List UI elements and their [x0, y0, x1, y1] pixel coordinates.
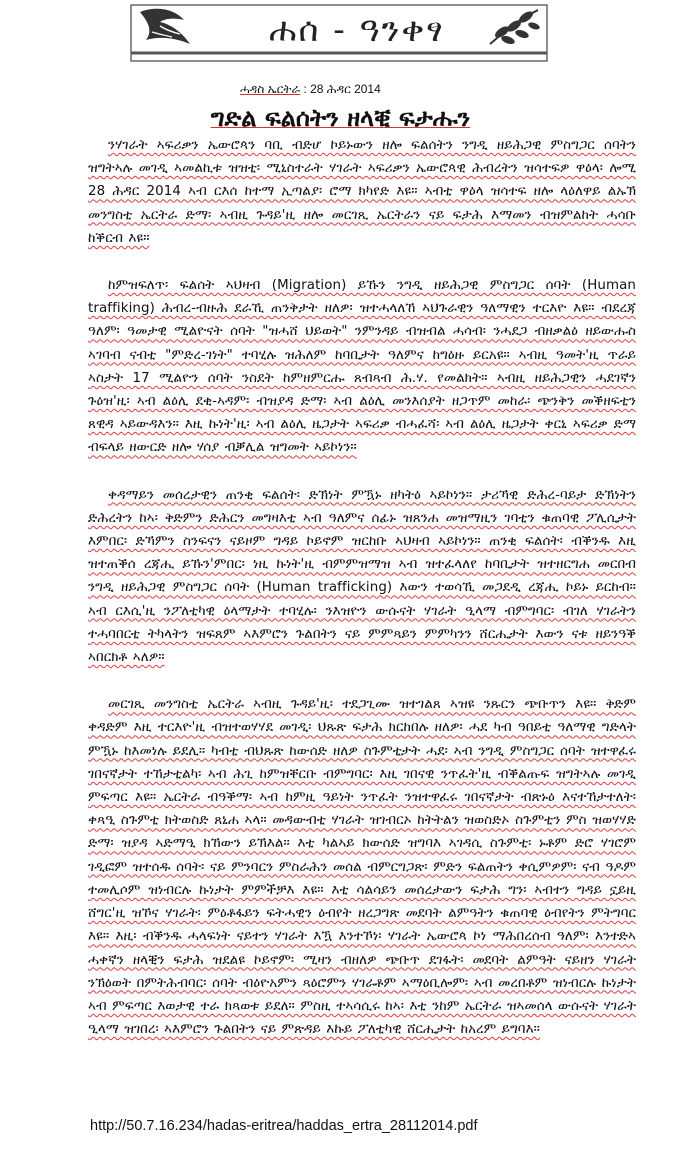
masthead-section-title: ሐሰ - ዓንቀፃ	[269, 10, 445, 50]
article-body	[88, 134, 636, 1041]
article-paragraph: ንሃገራት ኣፍሪቃን ኤውሮጳን ባቢ ብድሆ ኮይኑውን ዘሎ ፍልሰትን ንግዲ ዘይሕጋዊ ምስግጋር ሰባትን ዝግትኣሉ መገዲ ኣመልኪቱ ዝዝቲ፡ ሚኒስተራት ሃገራት ኣፍሪቃን ኤውሮጳዊ ሕብረትን ዝሳተፍዎ ዋዕላ፡ ሎሚ 28 ሕዳር 2014 ኣብ ርእሰ ከተማ ኢጣልያ፡ ሮማ ክካየድ እዩ። ኣብቲ ዋዕላ ዝሳተፍ ዘሎ ላዕለዋይ ልኡኽ መንግስቲ ኤርትራ ድማ፡ ኣብዚ ጉዳይ'ዚ ዘሎ መርገጺ ኤርትራን ናይ ፍታሕ እማመን ብዝምልከት ሓሳቡ ከቕርብ እዩ።	[88, 138, 636, 246]
article-paragraph: ከምዝፍለጥ፡ ፍልሰት ኣህዛብ (Migration) ይኹን ንግዲ ዘይሕጋዊ ምስግጋር ሰባት (Human traffiking) ሕብረ-ብዙሕ ደራኺ ጠንቅታት ዘለዎ፡ ዝተሓላለኸ ኣህጉራዊን ዓለማዊን ተርእዮ እዩ። ብደረጃ ዓለም፡ ዓመታዊ ሚልዮናት ሰባት "ዝሓሸ ህይወት" ንምንዳይ ብዝብል ሓሳብ፡ ንሓደጋ ብዘቃልዕ ዘይውሑስ ኣገባብ ናብቲ "ምድረ-ገነት" ተባሂሉ ዝሕለም ከባቢታት ዓለምና ከግዕዙ ይርአዩ። ኣብዚ ዓመት'ዚ ጥራይ ኣስታት 17 ሚልዮን ሰባት ንስደት ከምዘምርሑ ጸብጻብ ሕ.ሃ. የመልክት። ኣብዚ ዘይሕጋዊን ሓደገኛን ጉዕዝ'ዚ፡ ኣብ ልዕሊ ደቂ-ኣዳም፡ ብዝያዳ ድማ፡ ኣብ ልዕሊ መንእሰያት ዘጋጥም መከራ፡ ጭንቅን መቕዘፍቲን ጸዊዳ ኣይውዳእን። እዚ ኩነት'ዚ፡ ኣብ ልዕሊ ዜጋታት ኣፍሪቃ ብሓፈሻ፡ ኣብ ልዕሊ ዜጋታት ቀርኒ ኣፍሪቃ ድማ ብፍላይ ዘውርድ ዘሎ ሃሰያ ብቓሊል ዝግመት ኣይኮነን።	[88, 278, 636, 456]
article-paragraph: ቀዳማይን መሰረታዊን ጠንቂ ፍልሰት፡ ድኽነት ምዃኑ ዘካትዕ ኣይኮነን። ታሪኻዊ ድሕረ-ባይታ ድኽነትን ድሕረትን ከኣ፡ ቅድምን ድሕርን መግዛእቲ ኣብ ዓለምና ሰፊኑ ዝጸንሐ መዝማዚን ገባቲን ቁጠባዊ ፖሊሲታት እምበር፡ ድኻምን ስንፍናን ናይዞም ግዳይ ኮይኖም ዝርከቡ ኣህዛብ ኣይኮነን። ጠንቂ ፍልሰት፡ ብቕንዱ እዚ ዝተጠቕሰ ረጃሒ ይኹን'ምበር፡ ነዚ ኩነት'ዚ ብምምዝማዝ ኣብ ዝተፈላለየ ከባቢታት ዝተዘርግሐ መርበብ ንግዲ ዘይሕጋዊ ምስግጋር ሰባት (Human trafficking) እውን ተወሳኺ መጋደዲ ረጃሒ ኮይኑ ይርከብ። ኣብ ርእሲ'ዚ ንፖለቲካዊ ዕላማታት ተባሂሉ፡ ንእዝዮን ውሱናት ሃገራት ዒላማ ብምግባር፡ ብገለ ሃገራትን ተሓባበርቲ ትካላትን ዝፍጸም ኣእምሮን ጉልበትን ናይ ምምጻይን ምምካንን ሸርሒታት እውን ናቱ ዘይንዓቕ ኣበርክቶ ኣለዎ።	[88, 487, 636, 666]
article-paragraph: መርገጺ መንግስቲ ኤርትራ ኣብዚ ጉዳይ'ዚ፡ ተደጋጊሙ ዝተገልጸ ኣዝዩ ንጹርን ጭቡጥን እዩ። ቅድም ቀዳድም እዚ ተርእዮ'ዚ ብዝተወሃሃደ መገዲ፡ ህጹጽ ፍታሕ ክርከበሉ ዘለዎ፡ ሓደ ካብ ዓበይቲ ዓለማዊ ግድላት ምዃኑ ከእመነሉ ይደሊ። ካብቲ ብህጹጽ ከውሰድ ዘለዎ ስጉምቲታት ሓደ፡ ኣብ ንግዲ ምስግጋር ሰባት ዝተዋፈሩ ገበናኛታት ተኸታቲልካ፡ ኣብ ሕጊ ከምዝቐርቡ ብምግባር፡ እዚ ገበናዊ ንጥፈት'ዚ ብቕልጡፍ ዝግትኣሉ መገዲ ምፍጣር እዩ። ኤርትራ ብዓቕማ፡ ኣብ ከምዚ ዓይነት ንጥፈት ንዝተዋፈሩ ገበናኛታት ብጽኑዕ እናተኸታተለት፡ ቀጻዒ ስጉምቲ ክትወስድ ጸኒሐ ኣላ። መዳውብቲ ሃገራት ዝገብርኦ ከትትልን ዝወስድኦ ስጉምቲን ምስ ዝወሃሃድ ድማ፡ ዝያዳ ኣድማዒ ክኸውን ይኽእል። እቲ ካልኣይ ክውሰድ ዝግባእ ኣገዳሲ ስጉምቲ፡ ኑቶም ድሮ ሃገሮም ገዲፎም ዝተሰዱ ሰባት፡ ናይ ምንባርን ምስራሕን መሰል ብምርግጋጽ፡ ምድን ፍልጠትን ቀሲምዎም፡ ናብ ዓዶም ተመሊሶም ዝነብርሉ ኩነታት ምምችቻእ እዩ። እቲ ሳልሳይን መሰረታውን ፍታሕ ግን፡ ኣብተን ግዳይ ኗይዚ ሸግር'ዚ ዝኾና ሃገራት፡ ምዕቶፋይን ፍትሓዊን ዕብየት ዘረጋግጽ መደባት ልምዓትን ቁጠባዊ ዕብየትን ምትግባር እዩ። እዚ፡ ብቕንዱ ሓላፍነት ናይተን ሃገራት እዃ እንተኾነ፡ ሃገራት ኤውሮጳ ኮነ ማሕበረሰብ ዓለም፡ እንተድኣ ሓቀኛን ዘላቒን ፍታሕ ዝደልዩ ኮይኖም፡ ሚዛን ብዘለዎ ጭቡጥ ደገፋት፡ መደባት ልምዓት ናይዘን ሃገራት ንኽዕወት በምትሕብባር፡ ሰባት ብዕዮአምን ጻዕሮምን ሃገራቶም ኣማዕቢሎም፡ ኣብ መረበቶም ዝነብርሉ ኩነታት ኣብ ምፍጣር እወታዊ ተራ ክጻወቱ ይደለ። ምስዚ ተኣሳሲሩ ከኣ፡ እቲ ንከም ኤርትራ ዝኣመሰላ ውሱናት ሃገራት ዒላማ ዝገበረ፡ ኣእምሮን ጉልበትን ናይ ምጽዳይ እኩይ ፖለቲካዊ ሸርሒታት ከአረም ይግባእ።	[88, 697, 636, 1038]
newspaper-masthead	[130, 4, 548, 62]
dateline	[240, 82, 381, 97]
newspaper-name: ሓዳስ ኤርትራ	[240, 82, 301, 96]
source-url: http://50.7.16.234/hadas-eritrea/haddas_ertra_28112014.pdf	[90, 1118, 478, 1134]
article-headline: ግድል ፍልሰትን ዘላቒ ፍታሑን	[210, 104, 471, 132]
publication-date: : 28 ሕዳር 2014	[303, 82, 381, 96]
